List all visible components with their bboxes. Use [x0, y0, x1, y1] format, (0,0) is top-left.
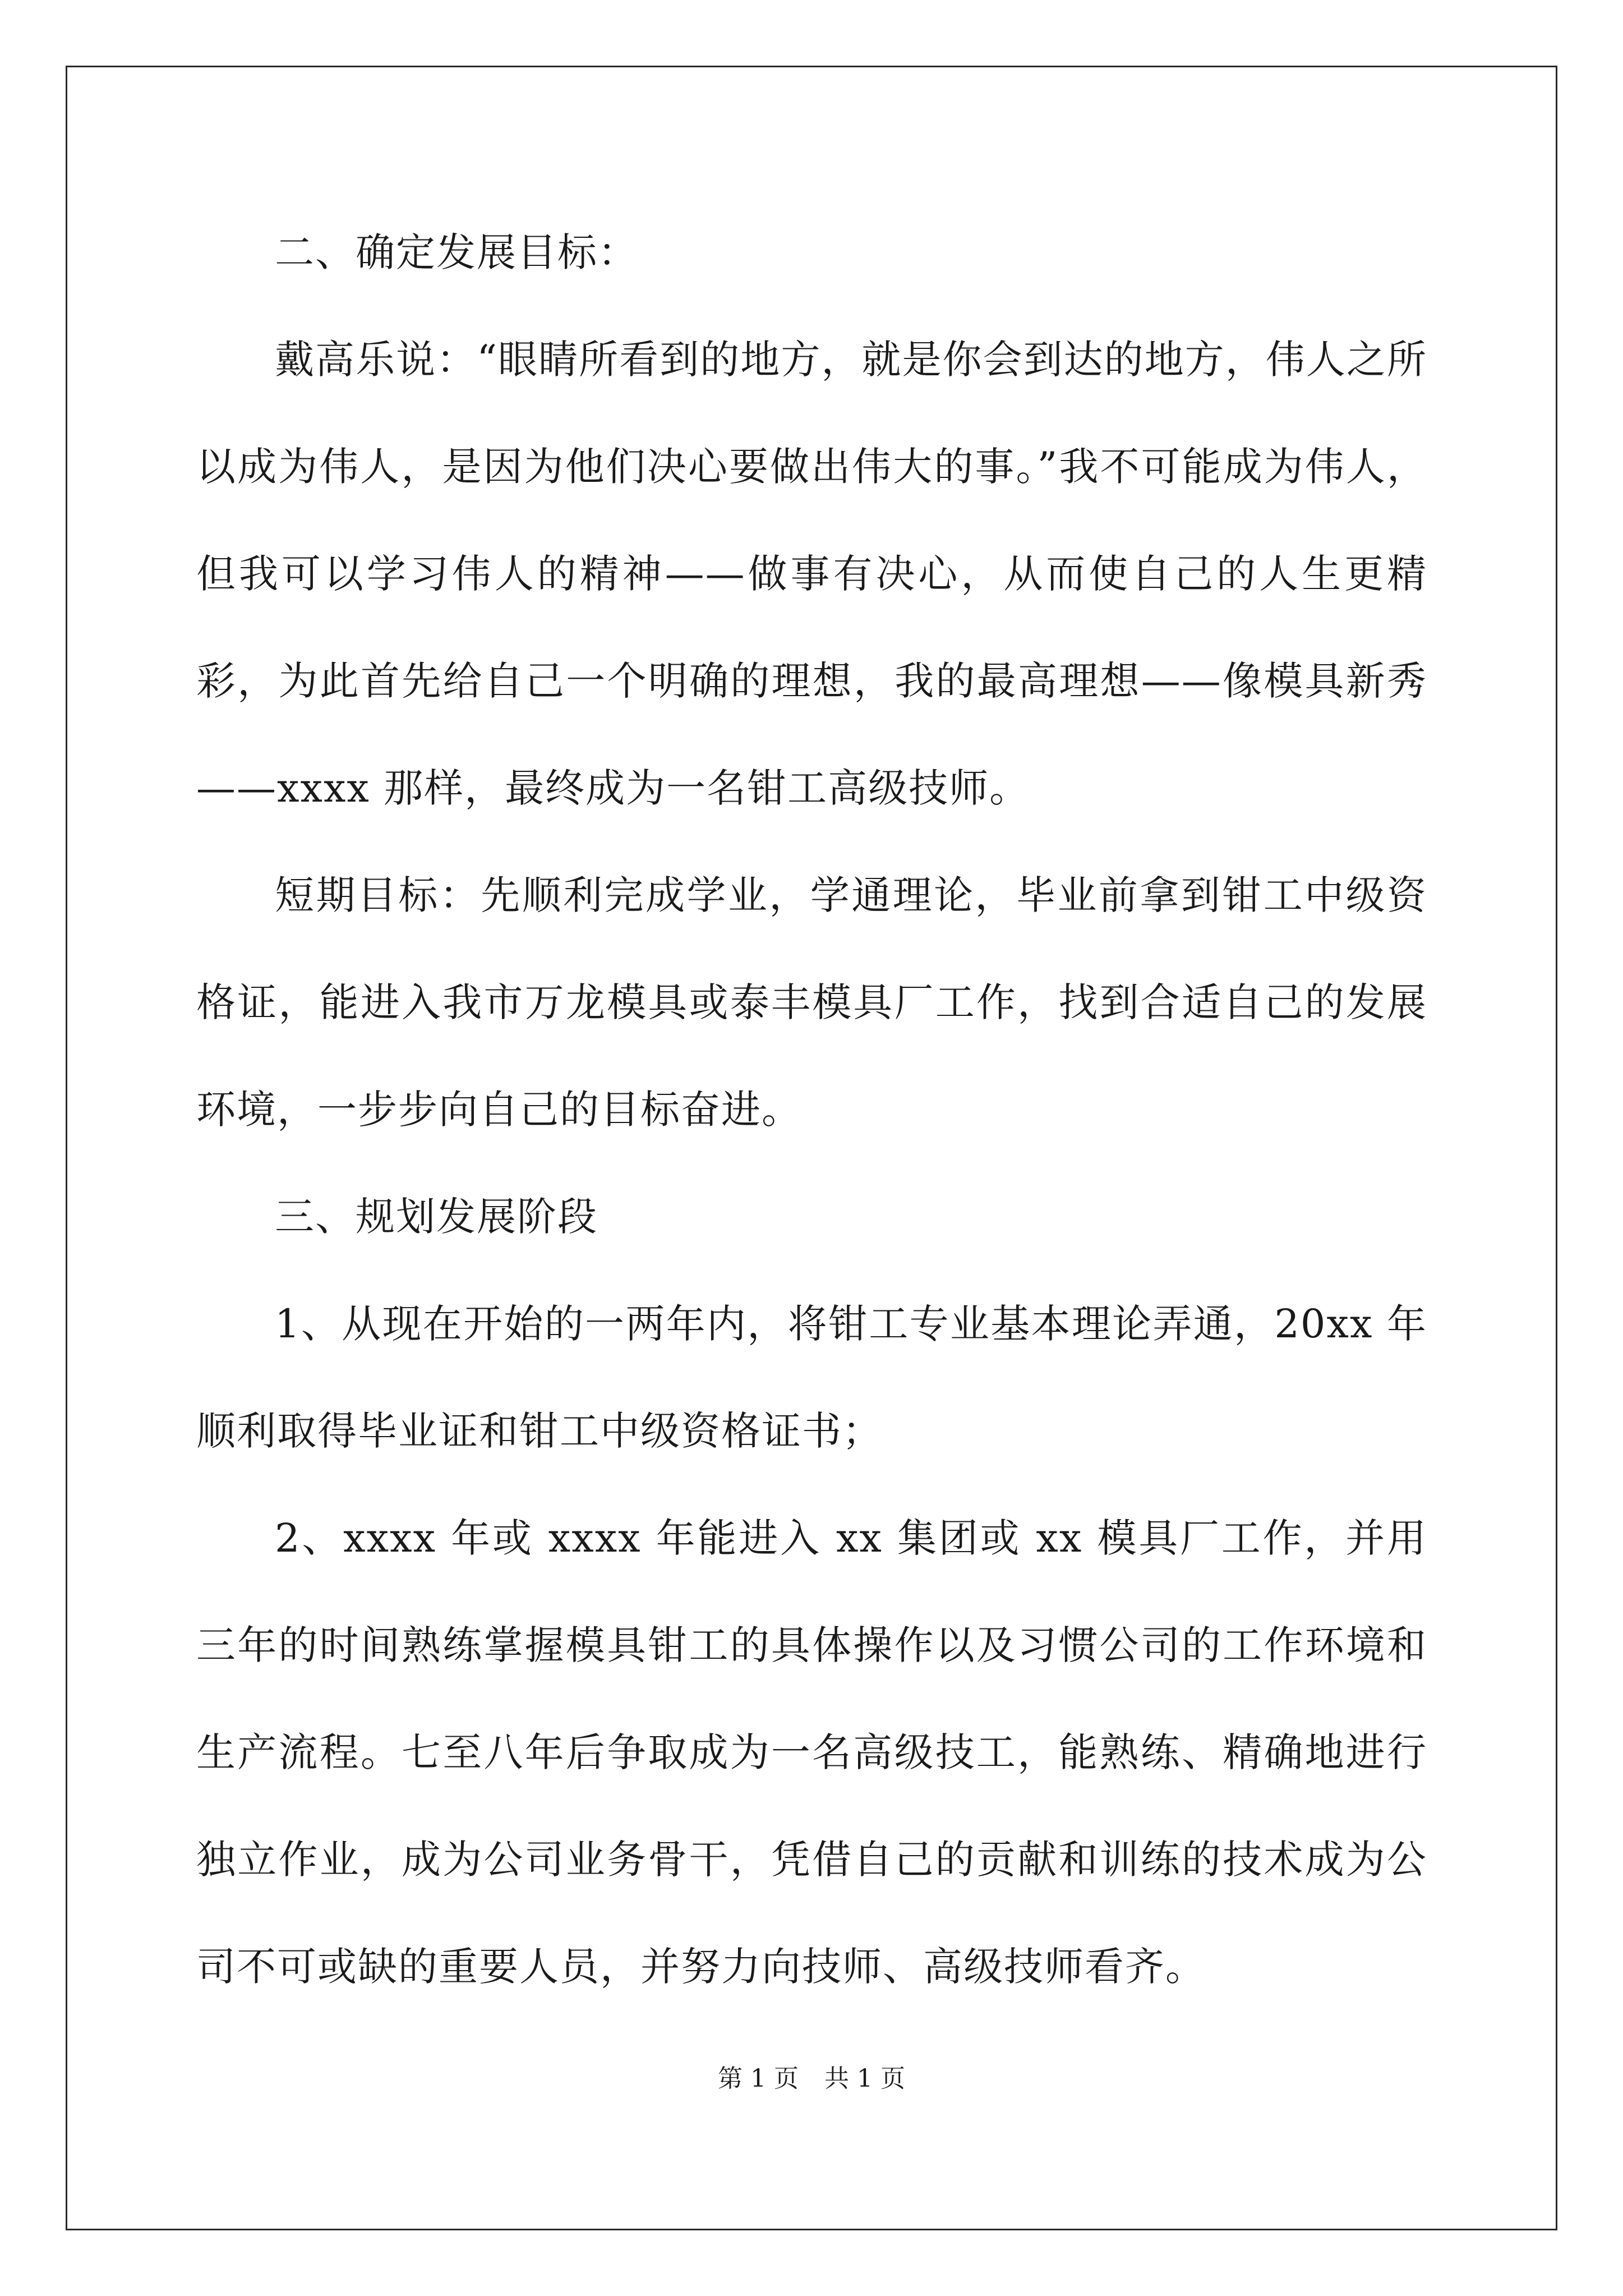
page-total: 共 1 页 [824, 2064, 905, 2093]
paragraph-stage-1: 1、从现在开始的一两年内，将钳工专业基本理论弄通，20xx 年顺利取得毕业证和钳工中级资格证书； [196, 1301, 1427, 1454]
page-number: 第 1 页 [718, 2064, 799, 2093]
paragraph-short-term-goal: 短期目标：先顺利完成学业，学通理论，毕业前拿到钳工中级资格证，能进入我市万龙模具或泰丰模具厂工作，找到合适自己的发展环境，一步步向自己的目标奋进。 [196, 872, 1427, 1133]
section-heading-stages: 三、规划发展阶段 [275, 1194, 598, 1240]
page-footer [0, 2062, 1623, 2096]
paragraph-de-gaulle-quote: 戴高乐说：“眼睛所看到的地方，就是你会到达的地方，伟人之所以成为伟人，是因为他们决心要做出伟大的事。”我不可能成为伟人，但我可以学习伟人的精神——做事有决心，从而使自己的人生更精彩，为此首先给自己一个明确的理想，我的最高理想——像模具新秀——xxxx 那样，最终成为一名钳工高级技师。 [196, 337, 1427, 811]
document-body [196, 199, 1427, 2021]
section-heading-goals: 二、确定发展目标： [275, 229, 638, 275]
paragraph-stage-2: 2、xxxx 年或 xxxx 年能进入 xx 集团或 xx 模具厂工作，并用三年的时间熟练掌握模具钳工的具体操作以及习惯公司的工作环境和生产流程。七至八年后争取成为一名高级技工，能熟练、精确地进行独立作业，成为公司业务骨干，凭借自己的贡献和训练的技术成为公司不可或缺的重要人员，并努力向技师、高级技师看齐。 [196, 1515, 1427, 1990]
